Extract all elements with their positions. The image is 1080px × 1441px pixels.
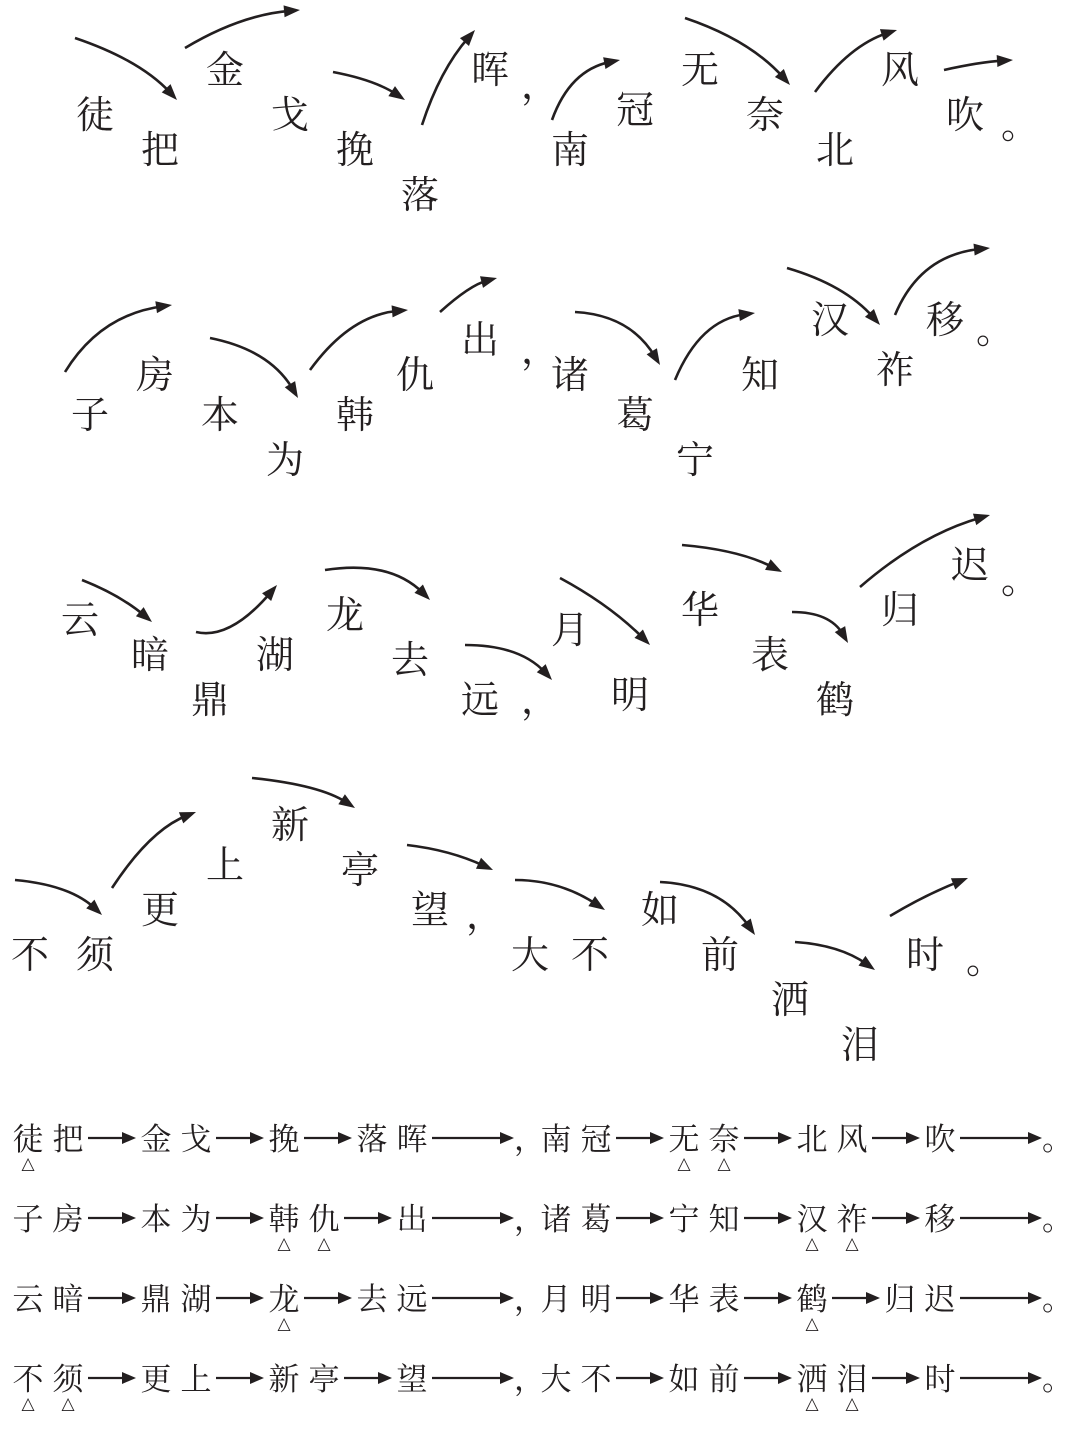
summary-line <box>8 1200 1073 1256</box>
summary-line <box>8 1360 1073 1416</box>
summary-char: 宁 <box>668 1202 700 1238</box>
wave-char: 泪 <box>840 1023 879 1067</box>
summary-char: 不 <box>580 1362 612 1398</box>
wave-char: 新 <box>270 803 309 847</box>
curved-arrow <box>196 585 277 633</box>
summary-char: 不 △ <box>8 1360 48 1400</box>
wave-char: 鹤 <box>815 678 854 722</box>
curved-arrow <box>795 942 875 970</box>
curved-arrow <box>210 338 298 398</box>
summary-char: 挽 <box>268 1122 300 1158</box>
summary-char: 迟 <box>924 1282 956 1318</box>
summary-char: 大 <box>540 1362 572 1398</box>
summary-char: ， <box>514 1202 545 1238</box>
summary-char: 移 <box>924 1202 956 1238</box>
wave-char: 不 <box>10 933 49 977</box>
summary-char: 风 <box>836 1122 868 1158</box>
summary-char: 本 <box>140 1202 172 1238</box>
triangle-mark-icon: △ <box>845 1394 859 1414</box>
wave-char: 月 <box>550 608 589 652</box>
wave-char: 葛 <box>615 393 654 437</box>
summary-char: 出 <box>396 1202 428 1238</box>
summary-char: 奈 △ <box>704 1120 744 1160</box>
wave-char: 时 <box>905 933 944 977</box>
curved-arrow <box>944 55 1013 70</box>
wave-char: 洒 <box>770 978 809 1022</box>
arrow-icon <box>344 1366 392 1390</box>
wave-char: 无 <box>680 48 719 92</box>
curved-arrow <box>682 545 782 572</box>
summary-char: 。 <box>1042 1202 1073 1238</box>
summary-char: 暗 <box>52 1282 84 1318</box>
curved-arrow <box>15 880 102 915</box>
wave-char: 龙 <box>325 593 364 637</box>
wave-char: 前 <box>700 933 739 977</box>
curved-arrow <box>333 72 405 100</box>
summary-char: 鹤 △ <box>792 1280 832 1320</box>
triangle-mark-icon: △ <box>717 1154 731 1174</box>
arrow-icon <box>432 1286 514 1310</box>
arrow-icon <box>744 1206 792 1230</box>
summary-char: 知 <box>708 1202 740 1238</box>
summary-char: 明 <box>580 1282 612 1318</box>
arrow-icon <box>872 1126 920 1150</box>
arrow-icon <box>960 1206 1042 1230</box>
triangle-mark-icon: △ <box>805 1314 819 1334</box>
arrow-icon <box>960 1366 1042 1390</box>
summary-char: 华 <box>668 1282 700 1318</box>
wave-char: 。 <box>965 938 1004 982</box>
summary-char: 南 <box>540 1122 572 1158</box>
summary-line <box>8 1120 1073 1176</box>
wave-char: 北 <box>815 128 854 172</box>
wave-char: 。 <box>975 308 1014 352</box>
summary-char: 泪 △ <box>832 1360 872 1400</box>
summary-char: 亭 <box>308 1362 340 1398</box>
wave-char: 暗 <box>130 633 169 677</box>
triangle-mark-icon: △ <box>805 1394 819 1414</box>
arrow-icon <box>616 1206 664 1230</box>
summary-char: 吹 <box>924 1122 956 1158</box>
curved-arrow <box>112 812 196 888</box>
arrow-icon <box>304 1126 352 1150</box>
arrow-icon <box>304 1286 352 1310</box>
summary-char: 把 <box>52 1122 84 1158</box>
triangle-mark-icon: △ <box>845 1234 859 1254</box>
wave-char: 冠 <box>615 88 654 132</box>
triangle-mark-icon: △ <box>61 1394 75 1414</box>
summary-char: 为 <box>180 1202 212 1238</box>
summary-char: 云 <box>12 1282 44 1318</box>
curved-arrow <box>185 5 300 48</box>
arrow-icon <box>616 1366 664 1390</box>
triangle-mark-icon: △ <box>805 1234 819 1254</box>
wave-char: 如 <box>640 888 679 932</box>
triangle-mark-icon: △ <box>277 1314 291 1334</box>
summary-char: ， <box>514 1122 545 1158</box>
summary-char: 葛 <box>580 1202 612 1238</box>
wave-char: 不 <box>570 933 609 977</box>
summary-char: 金 <box>140 1122 172 1158</box>
wave-char: 云 <box>60 598 99 642</box>
summary-char: 归 <box>884 1282 916 1318</box>
wave-char: 南 <box>550 128 589 172</box>
wave-char: 去 <box>390 638 429 682</box>
summary-char: 戈 <box>180 1122 212 1158</box>
wave-char: 本 <box>200 393 239 437</box>
wave-char: 吹 <box>945 93 984 137</box>
wave-char: 知 <box>740 353 779 397</box>
triangle-mark-icon: △ <box>317 1234 331 1254</box>
wave-char: 祚 <box>875 348 914 392</box>
summary-char: 冠 <box>580 1122 612 1158</box>
wave-char: 挽 <box>335 128 374 172</box>
wave-char: ， <box>520 63 559 107</box>
wave-char: ， <box>520 678 559 722</box>
wave-char: 诸 <box>550 353 589 397</box>
curved-arrow <box>515 880 605 910</box>
wave-char: 韩 <box>335 393 374 437</box>
triangle-mark-icon: △ <box>21 1394 35 1414</box>
summary-char: 汉 △ <box>792 1200 832 1240</box>
wave-char: 仇 <box>395 353 434 397</box>
summary-line <box>8 1280 1073 1336</box>
wave-char: 表 <box>750 633 789 677</box>
arrow-icon <box>744 1126 792 1150</box>
summary-char: 诸 <box>540 1202 572 1238</box>
wave-char: 迟 <box>950 543 989 587</box>
arrow-icon <box>432 1206 514 1230</box>
wave-char: 。 <box>1000 558 1039 602</box>
summary-char: 北 <box>796 1122 828 1158</box>
triangle-mark-icon: △ <box>277 1234 291 1254</box>
wave-char: 移 <box>925 298 964 342</box>
arrow-icon <box>960 1286 1042 1310</box>
wave-char: 远 <box>460 678 499 722</box>
wave-char: 戈 <box>270 93 309 137</box>
summary-char: 。 <box>1042 1122 1073 1158</box>
curved-arrow <box>890 878 968 916</box>
arrow-icon <box>432 1366 514 1390</box>
summary-char: 时 <box>924 1362 956 1398</box>
wave-char: 华 <box>680 588 719 632</box>
wave-char: ， <box>520 328 559 372</box>
arrow-icon <box>216 1126 264 1150</box>
summary-char: 洒 △ <box>792 1360 832 1400</box>
arrow-icon <box>616 1286 664 1310</box>
arrow-icon <box>744 1286 792 1310</box>
summary-char: 如 <box>668 1362 700 1398</box>
curved-arrow <box>792 612 848 643</box>
summary-char: 更 <box>140 1362 172 1398</box>
wave-char: 大 <box>510 933 549 977</box>
summary-char: 湖 <box>180 1282 212 1318</box>
arrow-icon <box>88 1366 136 1390</box>
wave-char: 汉 <box>810 298 849 342</box>
wave-char: 子 <box>70 393 109 437</box>
wave-char: 金 <box>205 48 244 92</box>
summary-char: 房 <box>52 1202 84 1238</box>
summary-char: ， <box>514 1282 545 1318</box>
summary-char: 远 <box>396 1282 428 1318</box>
arrow-icon <box>832 1286 880 1310</box>
summary-char: 徒 △ <box>8 1120 48 1160</box>
summary-char: 上 <box>180 1362 212 1398</box>
wave-char: 更 <box>140 888 179 932</box>
summary-char: 表 <box>708 1282 740 1318</box>
arrow-icon <box>216 1286 264 1310</box>
arrow-icon <box>872 1366 920 1390</box>
arrow-icon <box>344 1206 392 1230</box>
summary-char: 仇 △ <box>304 1200 344 1240</box>
curved-arrow <box>407 845 493 870</box>
wave-char: 为 <box>265 438 304 482</box>
summary-char: 望 <box>396 1362 428 1398</box>
curved-arrow <box>440 276 497 312</box>
summary-char: 新 <box>268 1362 300 1398</box>
arrow-icon <box>88 1286 136 1310</box>
triangle-mark-icon: △ <box>21 1154 35 1174</box>
wave-char: 亭 <box>340 848 379 892</box>
wave-char: 望 <box>410 888 449 932</box>
curved-arrow <box>465 645 552 680</box>
wave-char: 徒 <box>75 93 114 137</box>
arrow-icon <box>216 1366 264 1390</box>
wave-char: 宁 <box>675 438 714 482</box>
summary-char: ， <box>514 1362 545 1398</box>
summary-char: 龙 △ <box>264 1280 304 1320</box>
wave-char: 明 <box>610 673 649 717</box>
summary-char: 鼎 <box>140 1282 172 1318</box>
summary-char: 祚 △ <box>832 1200 872 1240</box>
summary-char: 子 <box>12 1202 44 1238</box>
wave-char: 奈 <box>745 93 784 137</box>
summary-char: 。 <box>1042 1362 1073 1398</box>
arrow-icon <box>88 1126 136 1150</box>
wave-char: 上 <box>205 843 244 887</box>
wave-char: 归 <box>880 588 919 632</box>
arrow-icon <box>88 1206 136 1230</box>
wave-char: 须 <box>75 933 114 977</box>
wave-char: 出 <box>460 318 499 362</box>
wave-char: 。 <box>1000 103 1039 147</box>
wave-char: 落 <box>400 173 439 217</box>
summary-char: 韩 △ <box>264 1200 304 1240</box>
summary-char: 月 <box>540 1282 572 1318</box>
wave-char: 房 <box>135 353 174 397</box>
arrow-icon <box>432 1126 514 1150</box>
arrow-icon <box>744 1366 792 1390</box>
wave-char: 湖 <box>255 633 294 677</box>
summary-lines <box>0 1120 1080 1440</box>
summary-char: 晖 <box>396 1122 428 1158</box>
summary-char: 落 <box>356 1122 388 1158</box>
triangle-mark-icon: △ <box>677 1154 691 1174</box>
wave-char: 把 <box>140 128 179 172</box>
wave-char: 鼎 <box>190 678 229 722</box>
arrow-icon <box>216 1206 264 1230</box>
summary-char: 前 <box>708 1362 740 1398</box>
summary-char: 无 △ <box>664 1120 704 1160</box>
wave-char: 风 <box>880 48 919 92</box>
arrow-icon <box>872 1206 920 1230</box>
wave-char: ， <box>465 893 504 937</box>
arrow-icon <box>616 1126 664 1150</box>
summary-char: 去 <box>356 1282 388 1318</box>
arrow-icon <box>960 1126 1042 1150</box>
wave-char: 晖 <box>470 48 509 92</box>
summary-char: 须 △ <box>48 1360 88 1400</box>
summary-char: 。 <box>1042 1282 1073 1318</box>
